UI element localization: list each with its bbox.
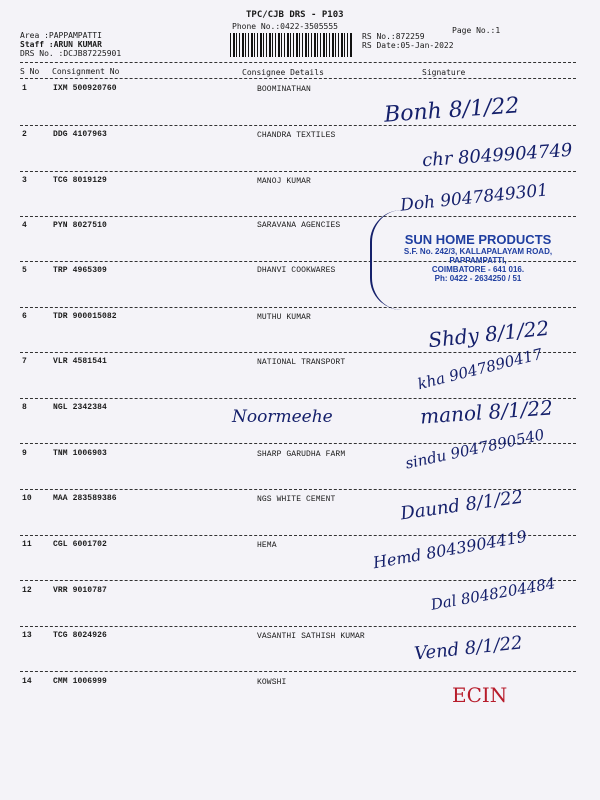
rs-date: RS Date:05-Jan-2022: [362, 41, 454, 50]
row-consignee: NGS WHITE CEMENT: [257, 495, 336, 504]
row-divider: [20, 307, 576, 308]
row-consignment: TDR 900015082: [53, 312, 117, 321]
header-divider: [20, 62, 576, 63]
page-number: Page No.:1: [452, 26, 501, 35]
row-sno: 9: [22, 449, 27, 458]
barcode: [230, 33, 353, 57]
row-sno: 4: [22, 221, 27, 230]
drs-number: DRS No. :DCJB87225901: [20, 49, 122, 58]
row-consignment: DDG 4107963: [53, 130, 107, 139]
row-sno: 3: [22, 176, 27, 185]
header-divider: [20, 78, 576, 79]
row-consignment: TCG 8019129: [53, 176, 107, 185]
row-consignee: DHANVI COOKWARES: [257, 266, 336, 275]
row-divider: [20, 125, 576, 126]
staff-label: Staff :ARUN KUMAR: [20, 40, 102, 49]
handwritten-signature: sindu 9047890540: [403, 425, 546, 473]
handwritten-signature: manol 8/1/22: [419, 395, 554, 429]
phone-number: Phone No.:0422-3505555: [232, 22, 338, 31]
row-consignment: CMM 1006999: [53, 677, 107, 686]
row-sno: 5: [22, 266, 27, 275]
row-consignee: KOWSHI: [257, 678, 287, 687]
row-divider: [20, 171, 576, 172]
row-sno: 6: [22, 312, 27, 321]
handwritten-signature: Daund 8/1/22: [399, 486, 525, 525]
row-consignment: MAA 283589386: [53, 494, 117, 503]
handwritten-name: Noormeehe: [232, 407, 333, 427]
row-divider: [20, 626, 576, 627]
handwritten-signature: Dal 8048204484: [429, 574, 557, 614]
row-consignment: CGL 6001702: [53, 540, 107, 549]
row-sno: 12: [22, 586, 32, 595]
row-divider: [20, 216, 576, 217]
row-sno: 11: [22, 540, 32, 549]
col-sno: S No: [20, 67, 40, 76]
row-consignment: IXM 500920760: [53, 84, 117, 93]
row-consignment: TRP 4965309: [53, 266, 107, 275]
row-sno: 1: [22, 84, 27, 93]
handwritten-signature: kha 9047890417: [415, 344, 545, 394]
col-signature: Signature: [422, 68, 466, 77]
row-consignee: VASANTHI SATHISH KUMAR: [257, 632, 365, 641]
stamp-line1: S.F. No. 242/3, KALLAPALAYAM ROAD,: [403, 247, 553, 256]
row-sno: 10: [22, 494, 32, 503]
row-consignee: SHARP GARUDHA FARM: [257, 450, 346, 459]
document-title: TPC/CJB DRS - P103: [246, 10, 344, 20]
handwritten-signature: Doh 9047849301: [399, 180, 550, 216]
company-stamp: [378, 232, 578, 283]
stamp-phone: Ph: 0422 - 2634250 / 51: [434, 274, 522, 283]
row-consignment: VLR 4581541: [53, 357, 107, 366]
area-label: Area :PAPPAMPATTI: [20, 31, 102, 40]
row-divider: [20, 352, 576, 353]
handwritten-code: ECIN: [452, 683, 508, 707]
stamp-company: SUN HOME PRODUCTS: [404, 232, 552, 247]
row-consignment: PYN 8027510: [53, 221, 107, 230]
row-consignee: SARAVANA AGENCIES: [257, 221, 341, 230]
row-consignee: NATIONAL TRANSPORT: [257, 358, 346, 367]
row-sno: 7: [22, 357, 27, 366]
col-consignee: Consignee Details: [242, 68, 324, 77]
row-sno: 13: [22, 631, 32, 640]
row-consignment: VRR 9010787: [53, 586, 107, 595]
row-consignee: MANOJ KUMAR: [257, 177, 311, 186]
row-consignment: TCG 8024926: [53, 631, 107, 640]
handwritten-signature: chr 8049904749: [421, 139, 574, 172]
handwritten-signature: Hemd 8043904419: [371, 526, 529, 573]
stamp-line3: COIMBATORE - 641 016.: [431, 265, 525, 274]
row-divider: [20, 671, 576, 672]
row-sno: 14: [22, 677, 32, 686]
row-consignment: NGL 2342384: [53, 403, 107, 412]
signature-scrawl: [370, 210, 402, 310]
row-consignee: CHANDRA TEXTILES: [257, 131, 336, 140]
stamp-line2: PAPPAMPATTI,: [449, 256, 507, 265]
row-sno: 2: [22, 130, 27, 139]
row-divider: [20, 580, 576, 581]
row-sno: 8: [22, 403, 27, 412]
handwritten-signature: Shdy 8/1/22: [427, 315, 551, 353]
handwritten-signature: Bonh 8/1/22: [383, 93, 521, 128]
col-consignment: Consignment No: [52, 67, 120, 76]
handwritten-signature: Vend 8/1/22: [413, 632, 524, 665]
row-consignment: TNM 1006903: [53, 449, 107, 458]
row-consignee: MUTHU KUMAR: [257, 313, 311, 322]
row-consignee: HEMA: [257, 541, 277, 550]
rs-number: RS No.:872259: [362, 32, 425, 41]
row-consignee: BOOMINATHAN: [257, 85, 311, 94]
